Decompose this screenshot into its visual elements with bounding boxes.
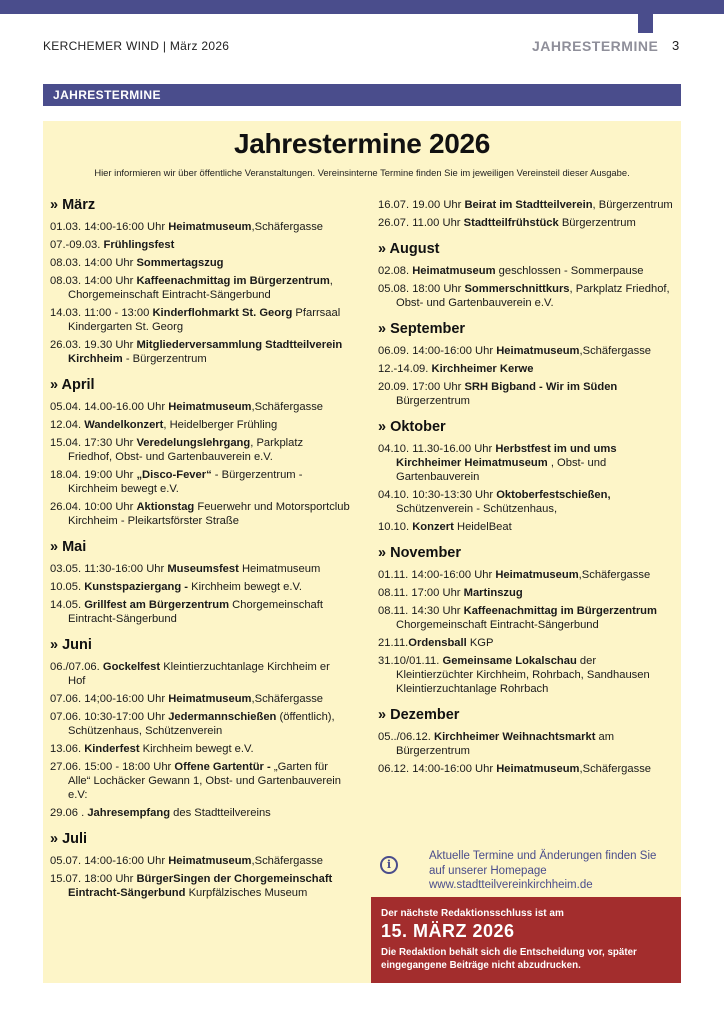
event-date: 14.05.: [50, 599, 85, 611]
event-entry: [378, 344, 676, 358]
event-title: Gemeinsame Lokalschau: [442, 655, 577, 667]
event-entry: [50, 562, 350, 576]
event-date: 31.10/01.11.: [378, 655, 443, 667]
event-title: Kaffeenachmittag im Bürgerzentrum: [463, 605, 657, 617]
event-entry: [50, 418, 350, 432]
event-title: Kinderflohmarkt St. Georg: [152, 307, 293, 319]
event-detail: geschlossen - Sommerpause: [495, 265, 644, 277]
event-title: Veredelungslehrgang: [136, 437, 251, 449]
event-date: 02.08.: [378, 265, 413, 277]
event-detail: , Obst- und Gartenbauverein: [396, 457, 607, 483]
page-number: 3: [672, 38, 680, 53]
event-entry: [378, 730, 676, 758]
event-title: Frühlingsfest: [103, 239, 175, 251]
event-date: 12.04.: [50, 419, 85, 431]
event-entry: [50, 238, 350, 252]
event-title: „Disco-Fever“: [136, 469, 212, 481]
event-detail: - Bürgerzentrum: [122, 353, 207, 365]
event-date: 05.07. 14:00-16:00 Uhr: [50, 855, 169, 867]
event-entry: [50, 220, 350, 234]
deadline-date: 15. MÄRZ 2026: [381, 921, 515, 941]
event-detail: , Chorgemeinschaft Eintracht-Sängerbund: [68, 275, 333, 301]
event-date: 12.-14.09.: [378, 363, 432, 375]
event-title: Gockelfest: [102, 661, 161, 673]
event-detail: Kurpfälzisches Museum: [185, 887, 308, 899]
event-detail: - Bürgerzentrum - Kirchheim bewegt e.V.: [68, 469, 303, 495]
deadline-note: Die Redaktion behält sich die Entscheidung vor, später eingegangene Beiträge nicht abzudrucken.: [381, 947, 637, 971]
event-title: Kirchheimer Weihnachtsmarkt: [433, 731, 596, 743]
event-title: Grillfest am Bürgerzentrum: [84, 599, 230, 611]
event-detail: , Heidelberger Frühling: [163, 419, 278, 431]
event-title: Sommertagszug: [136, 257, 224, 269]
event-title: Kunstspaziergang -: [84, 581, 189, 593]
event-detail: ,Schäfergasse: [251, 401, 324, 413]
event-date: 26.04. 10:00 Uhr: [50, 501, 137, 513]
event-detail: Bürgerzentrum: [396, 395, 470, 407]
event-entry: [50, 306, 350, 334]
event-detail: des Stadtteilvereins: [170, 807, 271, 819]
event-date: 05../06.12.: [378, 731, 434, 743]
event-title: Heimatmuseum: [168, 693, 252, 705]
event-title: BürgerSingen der Chorgemeinschaft Eintracht-Sängerbund: [68, 873, 333, 899]
event-entry: [378, 762, 676, 776]
event-detail: HeidelBeat: [453, 521, 512, 533]
event-detail: Schützenverein - Schützenhaus,: [396, 503, 558, 515]
page-title: Jahrestermine 2026: [233, 128, 491, 159]
event-entry: [50, 692, 350, 706]
event-detail: KGP: [466, 637, 494, 649]
month-heading: » Juni: [50, 637, 92, 653]
page-subtitle: Hier informieren wir über öffentliche Veranstaltungen. Vereinsinterne Termine finden Sie im jeweiligen Vereinsteil dieser Ausgabe.: [94, 167, 630, 178]
event-entry: [50, 256, 350, 270]
event-entry: [378, 488, 676, 516]
event-title: Stadtteilfrühstück: [463, 217, 559, 229]
event-title: Museumsfest: [167, 563, 239, 575]
event-date: 16.07. 19.00 Uhr: [378, 199, 465, 211]
event-title: Herbstfest im und ums Kirchheimer Heimatmuseum: [396, 443, 617, 469]
event-date: 14.03. 11:00 - 13:00: [50, 307, 153, 319]
event-entry: [378, 362, 676, 376]
event-entry: [50, 598, 350, 626]
event-date: 08.03. 14:00 Uhr: [50, 275, 137, 287]
event-entry: [50, 500, 350, 528]
event-date: 08.11. 17:00 Uhr: [378, 587, 464, 599]
event-detail: der Kleintierzüchter Kirchheim, Rohrbach, Sandhausen Kleintierzuchtanlage Rohrbach: [396, 655, 650, 695]
event-entry: [50, 338, 350, 366]
event-title: Kinderfest: [84, 743, 140, 755]
month-heading: » Juli: [50, 831, 88, 847]
event-entry: [378, 636, 676, 650]
event-detail: ,Schäfergasse: [578, 569, 651, 581]
event-detail: , Parkplatz Friedhof, Obst- und Gartenbauverein e.V.: [396, 283, 670, 309]
event-date: 06./07.06.: [50, 661, 103, 673]
info-text: [429, 849, 677, 893]
month-heading: » September: [378, 321, 466, 337]
event-date: 05.04. 14.00-16.00 Uhr: [50, 401, 169, 413]
event-detail: am Bürgerzentrum: [396, 731, 615, 757]
event-date: 07.06. 10:30-17:00 Uhr: [50, 711, 169, 723]
month-heading: » Oktober: [378, 419, 446, 435]
event-date: 05.08. 18:00 Uhr: [378, 283, 465, 295]
event-entry: [378, 264, 676, 278]
event-detail: Kirchheim bewegt e.V.: [188, 581, 303, 593]
event-detail: ,Schäfergasse: [251, 855, 324, 867]
event-title: Martinszug: [463, 587, 523, 599]
info-line-2: auf unserer Homepage: [429, 864, 547, 877]
event-entry: [378, 198, 676, 212]
event-date: 10.10.: [378, 521, 413, 533]
event-entry: [50, 400, 350, 414]
event-entry: [50, 274, 350, 302]
event-date: 13.06.: [50, 743, 85, 755]
event-detail: Kirchheim bewegt e.V.: [139, 743, 254, 755]
event-entry: [50, 806, 350, 820]
event-date: 20.09. 17:00 Uhr: [378, 381, 465, 393]
event-title: Beirat im Stadtteilverein: [464, 199, 593, 211]
section-title-bar: JAHRESTERMINE: [43, 84, 681, 106]
event-date: 26.03. 19.30 Uhr: [50, 339, 137, 351]
event-title: Heimatmuseum: [168, 855, 252, 867]
event-entry: [50, 660, 350, 688]
event-detail: Kleintierzuchtanlage Kirchheim er Hof: [68, 661, 330, 687]
event-entry: [378, 604, 676, 632]
event-title: Heimatmuseum: [495, 569, 579, 581]
event-title: Oktoberfestschießen,: [496, 489, 611, 501]
event-detail: ,Schäfergasse: [251, 693, 324, 705]
page-tab-marker: [638, 14, 653, 33]
event-entry: [378, 568, 676, 582]
event-detail: Feuerwehr und Motorsportclub Kirchheim - Pleikartsförster Straße: [68, 501, 350, 527]
right-column: [378, 198, 676, 780]
event-detail: Heimatmuseum: [238, 563, 321, 575]
event-title: Wandelkonzert: [84, 419, 164, 431]
publication-header: KERCHEMER WIND | März 2026: [43, 39, 230, 53]
event-date: 04.10. 11.30-16.00 Uhr: [378, 443, 496, 455]
event-detail: „Garten für Alle“ Lochäcker Gewann 1, Obst- und Gartenbauverein e.V:: [68, 761, 342, 801]
event-title: Kirchheimer Kerwe: [431, 363, 534, 375]
deadline-label: Der nächste Redaktionsschluss ist am: [381, 908, 564, 919]
month-heading: » April: [50, 377, 95, 393]
top-accent-bar: [0, 0, 724, 14]
event-detail: Chorgemeinschaft Eintracht-Sängerbund: [396, 619, 599, 631]
event-title: Jahresempfang: [87, 807, 171, 819]
event-title: Heimatmuseum: [168, 401, 252, 413]
event-date: 04.10. 10:30-13:30 Uhr: [378, 489, 497, 501]
event-title: Jedermannschießen: [168, 711, 277, 723]
event-title: SRH Bigband - Wir im Süden: [464, 381, 618, 393]
event-entry: [378, 442, 676, 484]
event-date: 01.03. 14:00-16:00 Uhr: [50, 221, 169, 233]
event-detail: , Bürgerzentrum: [592, 199, 673, 211]
event-entry: [50, 436, 350, 464]
info-line-1: Aktuelle Termine und Änderungen finden Sie: [429, 850, 657, 862]
event-date: 15.04. 17:30 Uhr: [50, 437, 137, 449]
event-entry: [378, 216, 676, 230]
event-title: Heimatmuseum: [168, 221, 252, 233]
month-heading: » März: [50, 197, 96, 213]
event-detail: Bürgerzentrum: [558, 217, 636, 229]
event-date: 29.06 .: [50, 807, 88, 819]
info-box: [378, 848, 678, 896]
event-date: 07.06. 14;00-16:00 Uhr: [50, 693, 169, 705]
event-date: 03.05. 11:30-16:00 Uhr: [50, 563, 168, 575]
event-entry: [50, 872, 350, 900]
event-title: Ordensball: [408, 637, 467, 649]
event-date: 08.03. 14:00 Uhr: [50, 257, 137, 269]
deadline-box: [371, 897, 681, 983]
event-detail: Chorgemeinschaft Eintracht-Sängerbund: [68, 599, 323, 625]
event-detail: ,Schäfergasse: [251, 221, 324, 233]
event-entry: [50, 580, 350, 594]
event-entry: [50, 710, 350, 738]
event-title: Sommerschnittkurs: [464, 283, 570, 295]
event-title: Heimatmuseum: [496, 345, 580, 357]
event-date: 06.12. 14:00-16:00 Uhr: [378, 763, 497, 775]
event-entry: [50, 854, 350, 868]
event-date: 21.11.: [378, 637, 409, 649]
event-detail: ,Schäfergasse: [579, 345, 652, 357]
event-title: Aktionstag: [136, 501, 195, 513]
event-entry: [378, 654, 676, 696]
month-heading: » Dezember: [378, 707, 460, 723]
event-date: 01.11. 14:00-16:00 Uhr: [378, 569, 496, 581]
event-entry: [50, 468, 350, 496]
event-date: 10.05.: [50, 581, 85, 593]
event-date: 08.11. 14:30 Uhr: [378, 605, 464, 617]
month-heading: » Mai: [50, 539, 87, 555]
event-entry: [378, 380, 676, 408]
homepage-link[interactable]: www.stadtteilvereinkirchheim.de: [429, 879, 593, 891]
info-icon: i: [380, 856, 398, 874]
event-date: 07.-09.03.: [50, 239, 104, 251]
event-title: Heimatmuseum: [412, 265, 496, 277]
event-entry: [378, 520, 676, 534]
event-entry: [50, 760, 350, 802]
event-detail: ,Schäfergasse: [579, 763, 652, 775]
event-date: 26.07. 11.00 Uhr: [378, 217, 464, 229]
event-title: Konzert: [412, 521, 454, 533]
event-entry: [378, 282, 676, 310]
event-entry: [50, 742, 350, 756]
event-date: 15.07. 18:00 Uhr: [50, 873, 137, 885]
event-date: 27.06. 15:00 - 18:00 Uhr: [50, 761, 175, 773]
event-date: 06.09. 14:00-16:00 Uhr: [378, 345, 497, 357]
event-date: 18.04. 19:00 Uhr: [50, 469, 137, 481]
left-column: [50, 196, 350, 904]
event-entry: [378, 586, 676, 600]
event-title: Kaffeenachmittag im Bürgerzentrum: [136, 275, 330, 287]
month-heading: » August: [378, 241, 440, 257]
event-detail: , Parkplatz Friedhof, Obst- und Gartenbauverein e.V.: [68, 437, 304, 463]
month-heading: » November: [378, 545, 462, 561]
event-detail: Pfarrsaal Kindergarten St. Georg: [68, 307, 341, 333]
event-title: Heimatmuseum: [496, 763, 580, 775]
event-title: Offene Gartentür -: [174, 761, 271, 773]
event-title: Mitgliederversammlung Stadtteilverein Kirchheim: [68, 339, 343, 365]
section-header: JAHRESTERMINE: [532, 38, 659, 54]
event-detail: (öffentlich), Schützenhaus, Schützenverein: [68, 711, 335, 737]
